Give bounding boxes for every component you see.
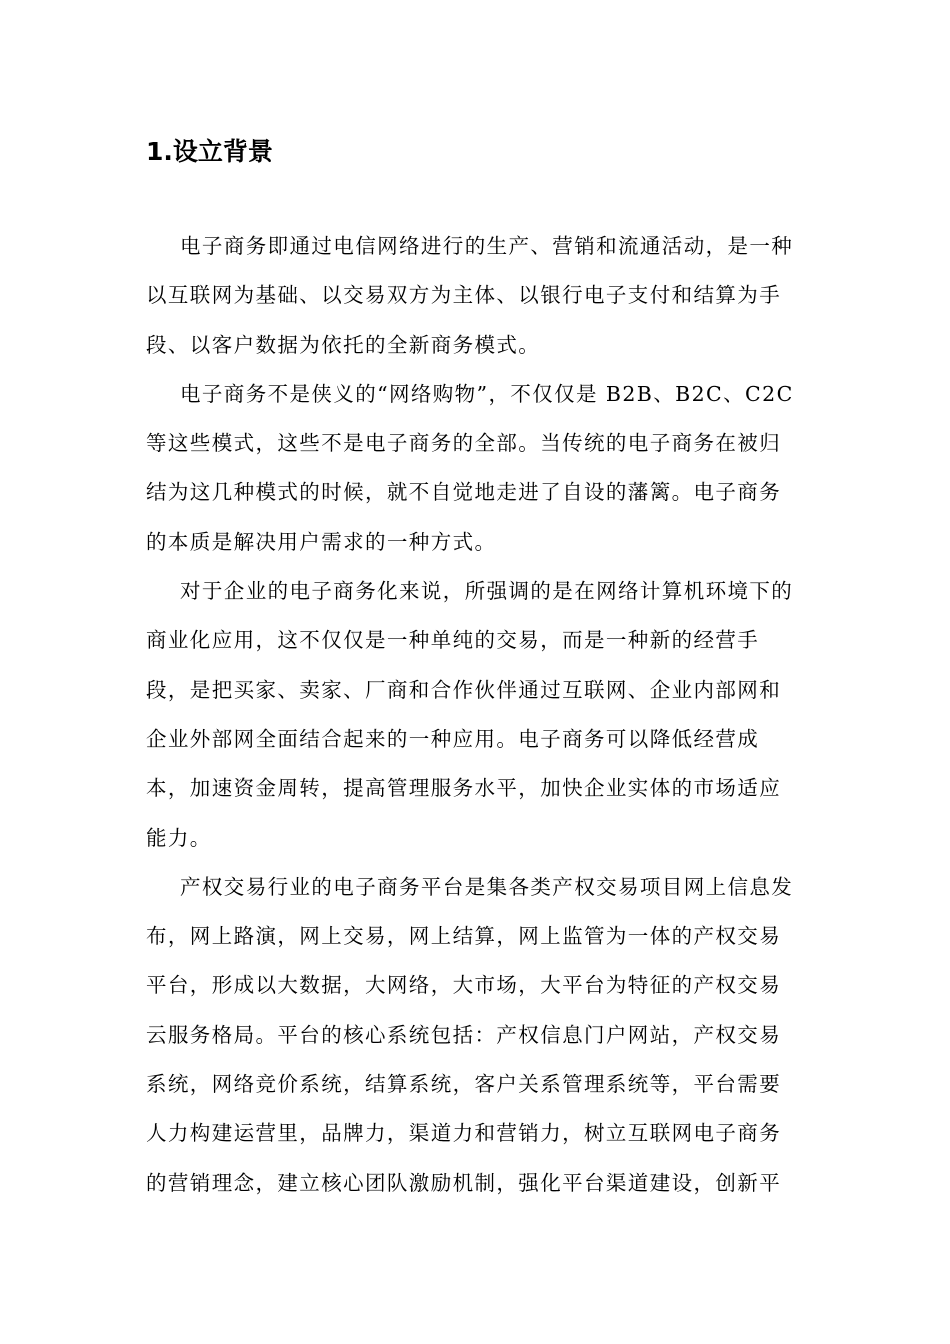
- text-line: 系统，网络竞价系统，结算系统，客户关系管理系统等，平台需要: [146, 1072, 782, 1097]
- section-heading: 1.设立背景: [146, 137, 273, 166]
- text-line: 以互联网为基础、以交易双方为主体、以银行电子支付和结算为手: [146, 283, 782, 308]
- text-line: 对于企业的电子商务化来说，所强调的是在网络计算机环境下的: [180, 579, 794, 604]
- paragraph-2: [146, 370, 806, 567]
- paragraph-1: [146, 222, 806, 370]
- paragraph-3: [146, 567, 806, 863]
- text-line: 电子商务不是侠义的“网络购物”，不仅仅是 B2B、B2C、C2C: [180, 381, 794, 406]
- text-line: 能力。: [146, 825, 212, 850]
- text-line: 段，是把买家、卖家、厂商和合作伙伴通过互联网、企业内部网和: [146, 677, 782, 702]
- text-line: 的营销理念，建立核心团队激励机制，强化平台渠道建设，创新平: [146, 1170, 782, 1195]
- text-line: 产权交易行业的电子商务平台是集各类产权交易项目网上信息发: [180, 874, 794, 899]
- text-line: 等这些模式，这些不是电子商务的全部。当传统的电子商务在被归: [146, 431, 782, 456]
- text-line: 的本质是解决用户需求的一种方式。: [146, 529, 497, 554]
- text-line: 电子商务即通过电信网络进行的生产、营销和流通活动，是一种: [180, 234, 794, 258]
- text-line: 本，加速资金周转，提高管理服务水平，加快企业实体的市场适应: [146, 776, 782, 801]
- text-line: 段、以客户数据为依托的全新商务模式。: [146, 332, 541, 357]
- text-line: 结为这几种模式的时候，就不自觉地走进了自设的藩篱。电子商务: [146, 480, 782, 505]
- text-line: 商业化应用，这不仅仅是一种单纯的交易，而是一种新的经营手: [146, 628, 760, 653]
- text-line: 企业外部网全面结合起来的一种应用。电子商务可以降低经营成: [146, 726, 760, 751]
- text-line: 布，网上路演，网上交易，网上结算，网上监管为一体的产权交易: [146, 924, 782, 949]
- text-line: 云服务格局。平台的核心系统包括：产权信息门户网站，产权交易: [146, 1022, 782, 1047]
- paragraph-4: [146, 863, 806, 1208]
- text-line: 人力构建运营里，品牌力，渠道力和营销力，树立互联网电子商务: [146, 1121, 782, 1146]
- body-text: [146, 222, 806, 1208]
- text-line: 平台，形成以大数据，大网络，大市场，大平台为特征的产权交易: [146, 973, 782, 998]
